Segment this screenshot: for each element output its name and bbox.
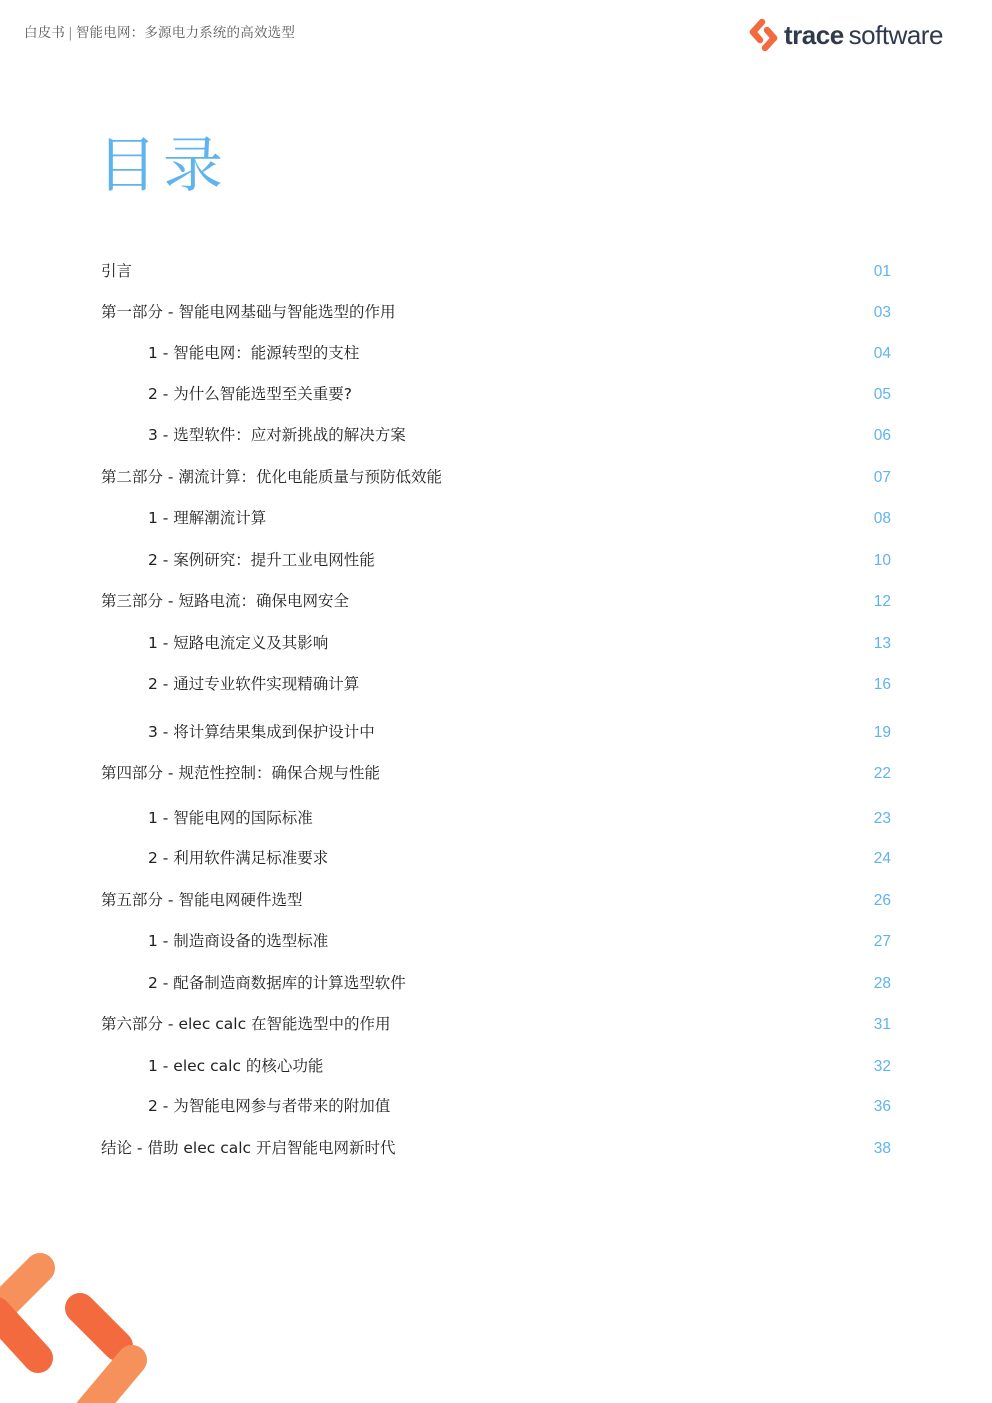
trace-software-logo [748, 18, 943, 52]
toc-section-entry[interactable] [0, 1136, 992, 1160]
toc-subsection-entry[interactable] [0, 1054, 992, 1078]
toc-page-number: 22 [873, 765, 891, 782]
page-title: 目录 [97, 131, 229, 201]
toc-subsection-entry[interactable] [0, 506, 992, 530]
toc-subsection-entry[interactable] [0, 548, 992, 572]
toc-entry-label: 第六部分 - elec calc 在智能选型中的作用 [101, 1015, 391, 1033]
toc-page-number: 31 [873, 1016, 891, 1033]
toc-entry-label: 第一部分 - 智能电网基础与智能选型的作用 [101, 303, 396, 321]
toc-subsection-entry[interactable] [0, 846, 992, 870]
toc-section-entry[interactable] [0, 888, 992, 912]
toc-entry-label: 第五部分 - 智能电网硬件选型 [101, 891, 303, 909]
toc-entry-label: 2 - 配备制造商数据库的计算选型软件 [148, 974, 406, 992]
toc-page-number: 13 [873, 635, 891, 652]
toc-page-number: 06 [873, 427, 891, 444]
toc-page-number: 36 [873, 1098, 891, 1115]
header-separator: | [68, 25, 73, 41]
toc-subsection-entry[interactable] [0, 423, 992, 447]
toc-subsection-entry[interactable] [0, 382, 992, 406]
toc-page-number: 01 [873, 263, 891, 280]
toc-page-number: 07 [873, 469, 891, 486]
toc-page-number: 04 [873, 345, 891, 362]
toc-entry-label: 第二部分 - 潮流计算：优化电能质量与预防低效能 [101, 468, 442, 486]
toc-entry-label: 2 - 为智能电网参与者带来的附加值 [148, 1097, 391, 1115]
toc-entry-label: 1 - 制造商设备的选型标准 [148, 932, 329, 950]
toc-page-number: 10 [873, 552, 891, 569]
toc-entry-label: 第三部分 - 短路电流：确保电网安全 [101, 592, 349, 610]
toc-page-number: 28 [873, 975, 891, 992]
toc-page-number: 05 [873, 386, 891, 403]
toc-page-number: 23 [873, 810, 891, 827]
logo-word-trace: trace [784, 20, 844, 50]
toc-subsection-entry[interactable] [0, 929, 992, 953]
running-header [24, 21, 295, 41]
toc-entry-label: 2 - 通过专业软件实现精确计算 [148, 675, 360, 693]
toc-section-entry[interactable] [0, 1012, 992, 1036]
toc-page-number: 16 [873, 676, 891, 693]
toc-subsection-entry[interactable] [0, 1094, 992, 1118]
toc-page-number: 32 [873, 1058, 891, 1075]
doc-type: 白皮书 [24, 25, 66, 41]
toc-subsection-entry[interactable] [0, 720, 992, 744]
toc-page-number: 26 [873, 892, 891, 909]
toc-subsection-entry[interactable] [0, 672, 992, 696]
trace-chevron-logo-icon [748, 18, 780, 52]
toc-section-entry[interactable] [0, 259, 992, 283]
logo-word-software: software [848, 20, 943, 50]
toc-entry-label: 3 - 选型软件：应对新挑战的解决方案 [148, 426, 406, 444]
toc-entry-label: 2 - 案例研究：提升工业电网性能 [148, 551, 375, 569]
toc-entry-label: 结论 - 借助 elec calc 开启智能电网新时代 [101, 1139, 396, 1157]
toc-section-entry[interactable] [0, 589, 992, 613]
toc-subsection-entry[interactable] [0, 341, 992, 365]
toc-page-number: 27 [873, 933, 891, 950]
toc-subsection-entry[interactable] [0, 806, 992, 830]
toc-entry-label: 第四部分 - 规范性控制：确保合规与性能 [101, 764, 380, 782]
toc-subsection-entry[interactable] [0, 971, 992, 995]
toc-page-number: 19 [873, 724, 891, 741]
toc-entry-label: 2 - 为什么智能选型至关重要? [148, 385, 353, 403]
toc-page-number: 12 [873, 593, 891, 610]
toc-page-number: 24 [873, 850, 891, 867]
doc-title: 智能电网：多源电力系统的高效选型 [75, 25, 296, 41]
logo-wordmark [784, 18, 943, 52]
toc-entry-label: 1 - elec calc 的核心功能 [148, 1057, 324, 1075]
toc-entry-label: 1 - 智能电网的国际标准 [148, 809, 313, 827]
toc-entry-label: 2 - 利用软件满足标准要求 [148, 849, 329, 867]
toc-page-number: 08 [873, 510, 891, 527]
toc-page-number: 03 [873, 304, 891, 321]
toc-page-number: 38 [873, 1140, 891, 1157]
toc-section-entry[interactable] [0, 300, 992, 324]
toc-subsection-entry[interactable] [0, 631, 992, 655]
toc-section-entry[interactable] [0, 761, 992, 785]
toc-entry-label: 3 - 将计算结果集成到保护设计中 [148, 723, 375, 741]
toc-entry-label: 1 - 理解潮流计算 [148, 509, 267, 527]
decorative-chevron-graphic [0, 1250, 160, 1403]
toc-entry-label: 1 - 智能电网：能源转型的支柱 [148, 344, 360, 362]
toc-entry-label: 引言 [101, 262, 133, 280]
toc-section-entry[interactable] [0, 465, 992, 489]
toc-entry-label: 1 - 短路电流定义及其影响 [148, 634, 329, 652]
